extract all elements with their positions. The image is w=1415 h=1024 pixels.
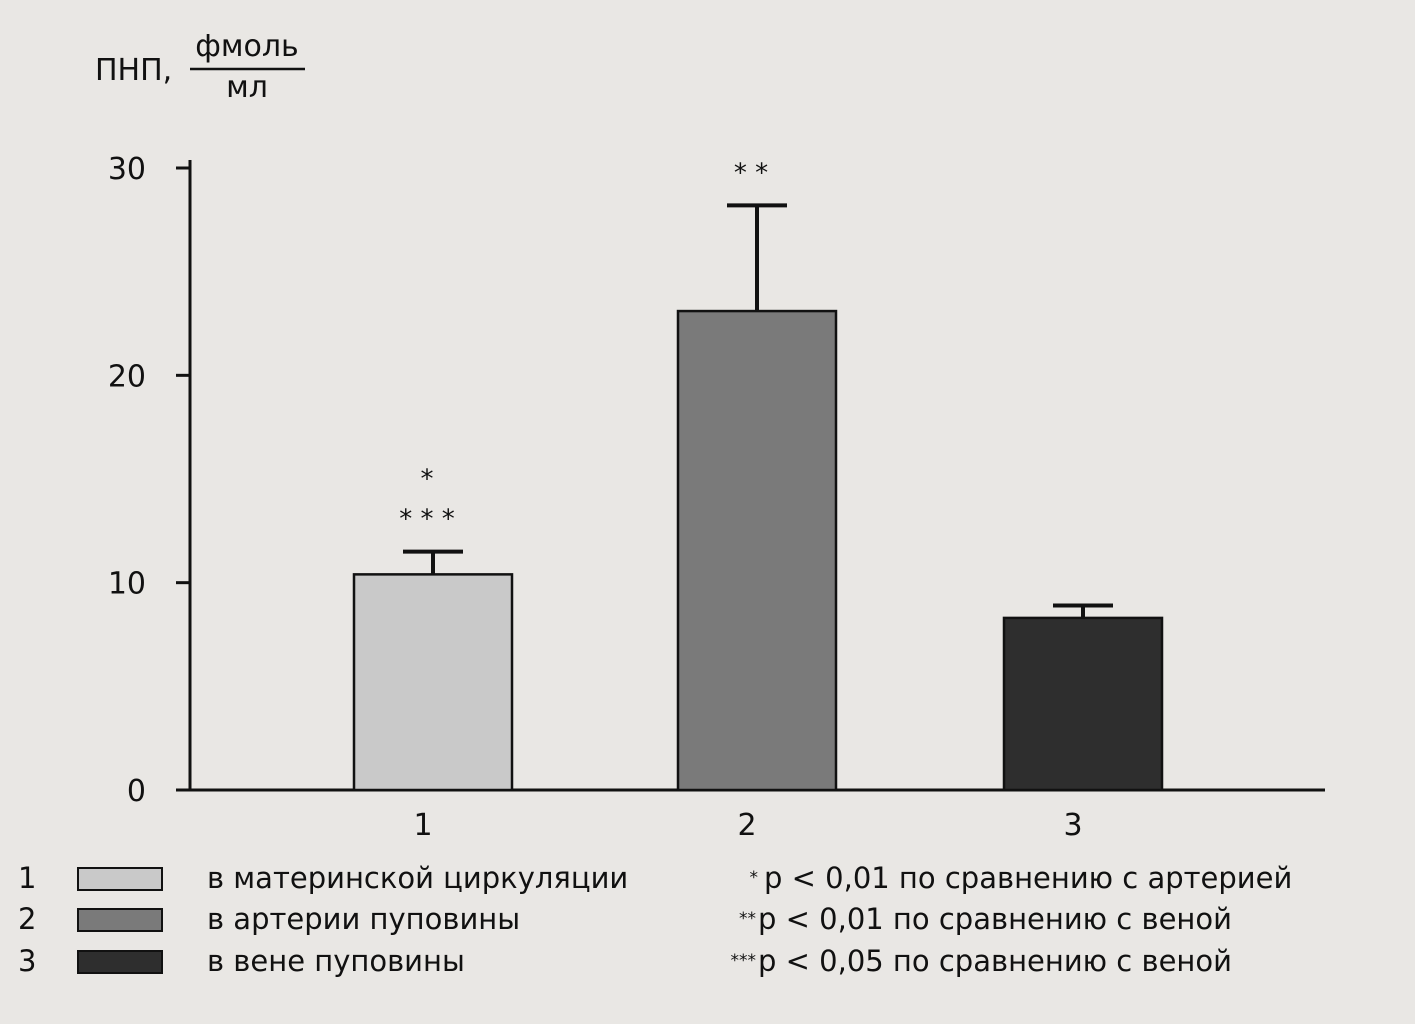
bars [354,158,1162,790]
significance-notes [731,861,1293,978]
y-tick-label-20: 20 [107,359,146,395]
legend-label-3: в вене пуповины [207,944,465,978]
ylabel-prefix: ПНП, [95,53,173,88]
significance-mark-1-1: * * * [399,504,455,535]
legend-number-2: 2 [18,902,37,936]
ylabel-unit-denominator: мл [226,70,268,105]
bar-2 [678,311,836,790]
y-ticks [108,152,190,809]
x-tick-label-3: 3 [1063,808,1083,843]
bar-1 [354,574,512,790]
y-tick-label-10: 10 [107,566,146,602]
significance-mark-1-0: * [420,464,434,495]
note-mark-1: * [749,868,758,888]
x-tick-label-1: 1 [413,808,433,843]
note-text-1: р < 0,01 по сравнению с артерией [764,861,1293,895]
note-text-2: р < 0,01 по сравнению с веной [758,902,1232,936]
x-tick-label-2: 2 [737,808,757,843]
note-mark-2: ** [739,909,756,929]
legend-swatch-1 [78,868,162,890]
bar-3 [1004,618,1162,790]
legend-swatch-3 [78,951,162,973]
note-mark-3: *** [730,951,756,971]
ylabel-unit-numerator: фмоль [195,29,299,64]
y-tick-label-30: 30 [107,152,146,187]
legend-label-2: в артерии пуповины [207,902,521,936]
significance-mark-2-0: * * [733,158,769,189]
y-tick-label-0: 0 [126,774,146,809]
note-text-3: р < 0,05 по сравнению с веной [758,944,1232,978]
legend-label-1: в материнской циркуляции [207,861,629,895]
legend-number-1: 1 [18,861,37,895]
legend [18,861,628,978]
legend-number-3: 3 [18,944,37,978]
x-tick-labels [413,808,1082,843]
legend-swatch-2 [78,909,162,931]
